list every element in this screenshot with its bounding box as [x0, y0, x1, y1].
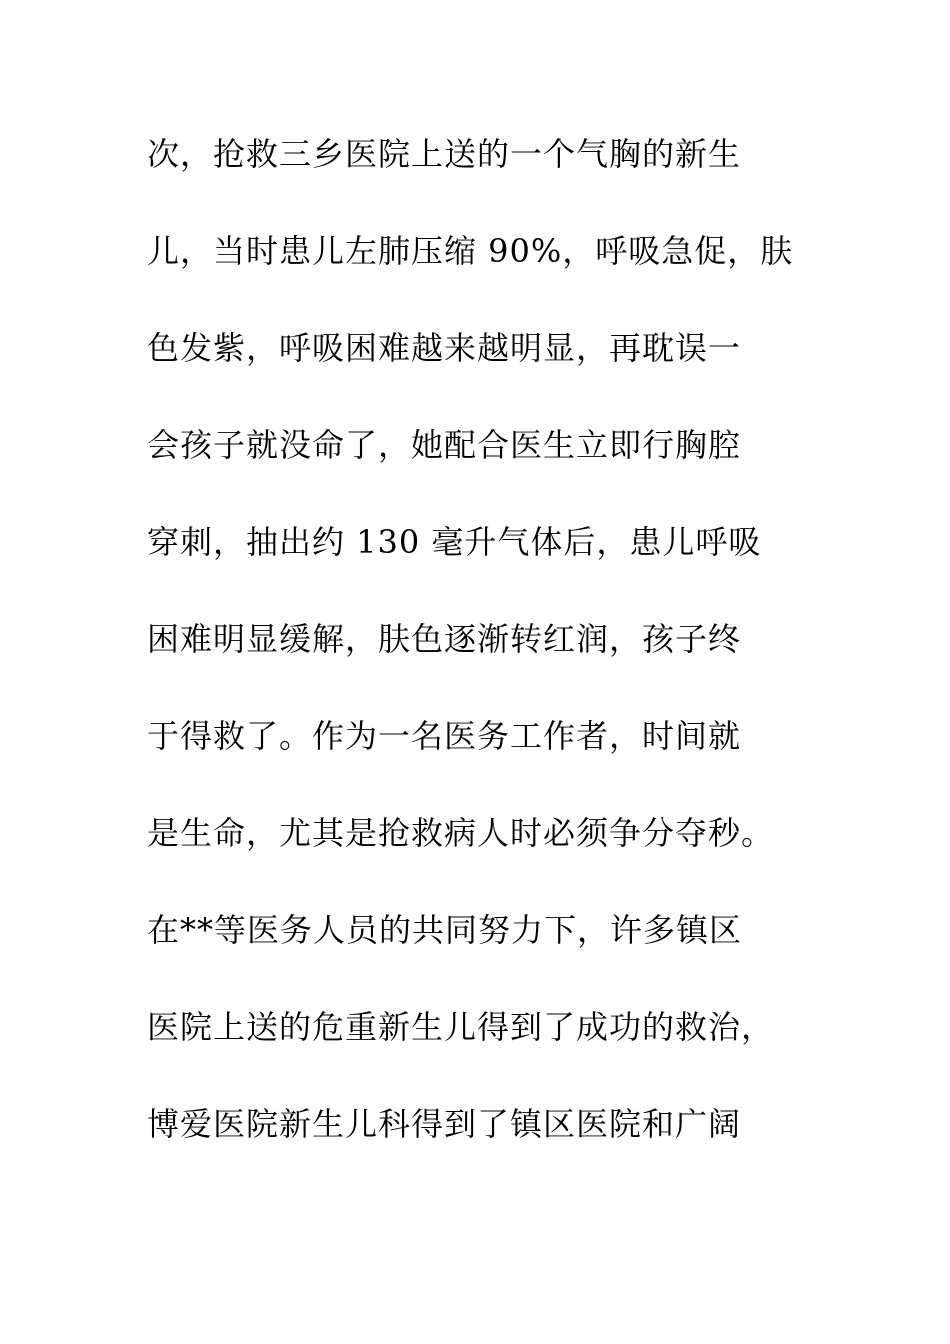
body-text: [147, 130, 847, 1197]
text-line: 困难明显缓解，肤色逐渐转红润，孩子终: [147, 620, 742, 658]
text-line: 在**等医务人员的共同努力下，许多镇区: [147, 911, 743, 949]
text-line: 次，抢救三乡医院上送的一个气胸的新生: [147, 135, 742, 173]
text-line: 色发紫，呼吸困难越来越明显，再耽误一: [147, 329, 742, 367]
text-line: 博爱医院新生儿科得到了镇区医院和广阔: [147, 1105, 742, 1143]
text-line: 穿刺，抽出约 130 毫升气体后，患儿呼吸: [147, 523, 762, 561]
text-line: 是生命，尤其是抢救病人时必须争分夺秒。: [147, 814, 775, 852]
text-line: 医院上送的危重新生儿得到了成功的救治，: [147, 1008, 775, 1046]
text-line: 儿，当时患儿左肺压缩 90%，呼吸急促，肤: [147, 232, 794, 270]
text-line: 会孩子就没命了，她配合医生立即行胸腔: [147, 426, 742, 464]
text-line: 于得救了。作为一名医务工作者，时间就: [147, 717, 742, 755]
